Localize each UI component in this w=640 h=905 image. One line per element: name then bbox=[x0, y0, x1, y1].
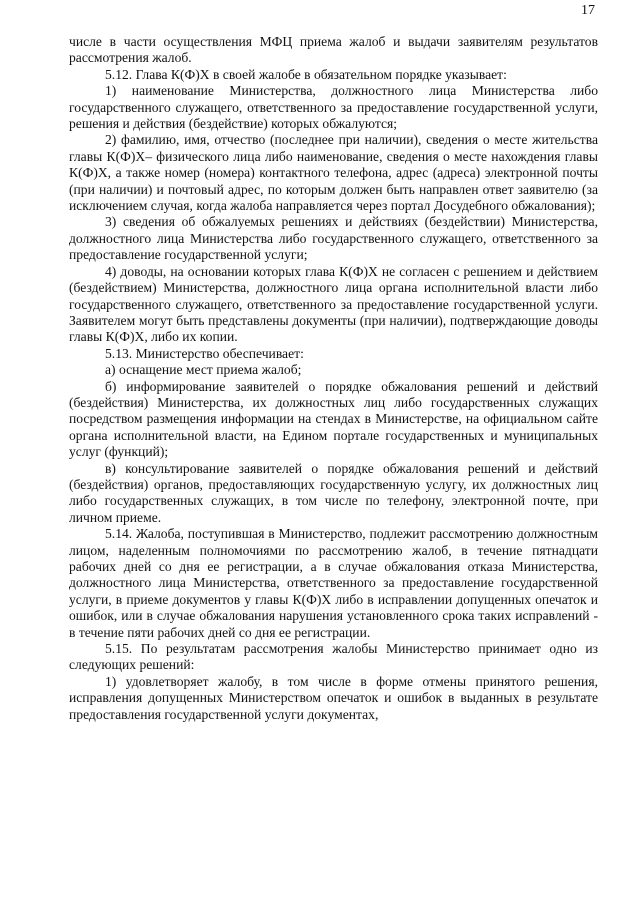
paragraph-5-13: 5.13. Министерство обеспечивает: bbox=[105, 345, 304, 361]
paragraph-5-13-item-v: в) консультирование заявителей о порядке обжалования решений и действий (бездействия) органов, предоставляющих государственную услугу, их должностных лиц либо государственных служащих, в том числе по телефону, электронной почте, при личном приеме. bbox=[69, 460, 598, 525]
paragraph-5-13-item-b: б) информирование заявителей о порядке обжалования решений и действий (бездействия) Министерства, их должностных лиц либо государственных служащих посредством размещения информации на стендах в Министерстве, на официальном сайте органа исполнительной власти, на Едином портале государственных и муниципальных услуг (функций); bbox=[69, 378, 598, 460]
paragraph-5-12-item-1: 1) наименование Министерства, должностного лица Министерства либо государственного служащего, ответственного за предоставление государственной услуги, решения и действия (бездействие) которых обжалуются; bbox=[69, 83, 598, 132]
paragraph-continuation: числе в части осуществления МФЦ приема жалоб и выдачи заявителям результатов рассмотрения жалоб. bbox=[69, 34, 598, 66]
paragraph-5-12-item-4: 4) доводы, на основании которых глава К(Ф)Х не согласен с решением и действием (бездействием) Министерства, должностного лица органа исполнительной власти либо государственного служащего, ответственного за предоставление государственной услуги. Заявителем могут быть представлены документы (при наличии), подтверждающие доводы главы К(Ф)Х, либо их копии. bbox=[69, 263, 598, 345]
document-body bbox=[69, 34, 598, 723]
paragraph-5-13-item-a: а) оснащение мест приема жалоб; bbox=[105, 362, 302, 378]
paragraph-5-15: 5.15. По результатам рассмотрения жалобы Министерство принимает одно из следующих решений: bbox=[69, 641, 598, 673]
page-number: 17 bbox=[581, 3, 595, 18]
paragraph-5-12-item-2: 2) фамилию, имя, отчество (последнее при наличии), сведения о месте жительства главы К(Ф)Х– физического лица либо наименование, сведения о месте нахождения главы К(Ф)Х, а также номер (номера) контактного телефона, адрес (адреса) электронной почты (при наличии) и почтовый адрес, по которым должен быть направлен ответ заявителю (за исключением случая, когда жалоба направляется через портал Досудебного обжалования); bbox=[69, 132, 598, 214]
paragraph-5-14: 5.14. Жалоба, поступившая в Министерство, подлежит рассмотрению должностным лицом, наделенным полномочиями по рассмотрению жалоб, в течение пятнадцати рабочих дней со дня ее регистрации, а в случае обжалования отказа Министерства, должностного лица Министерства, ответственного за предоставление государственной услуги, в приеме документов у главы К(Ф)Х либо в исправлении допущенных опечаток и ошибок, или в случае обжалования нарушения установленного срока таких исправлений - в течение пяти рабочих дней со дня ее регистрации. bbox=[69, 526, 598, 640]
paragraph-5-15-item-1: 1) удовлетворяет жалобу, в том числе в форме отмены принятого решения, исправления допущенных Министерством опечаток и ошибок в выданных в результате предоставления государственной услуги документах, bbox=[69, 673, 598, 722]
paragraph-5-12-item-3: 3) сведения об обжалуемых решениях и действиях (бездействии) Министерства, должностного лица Министерства либо государственного служащего, ответственного за предоставление государственной услуги; bbox=[69, 214, 598, 263]
paragraph-5-12: 5.12. Глава К(Ф)Х в своей жалобе в обязательном порядке указывает: bbox=[105, 66, 507, 82]
